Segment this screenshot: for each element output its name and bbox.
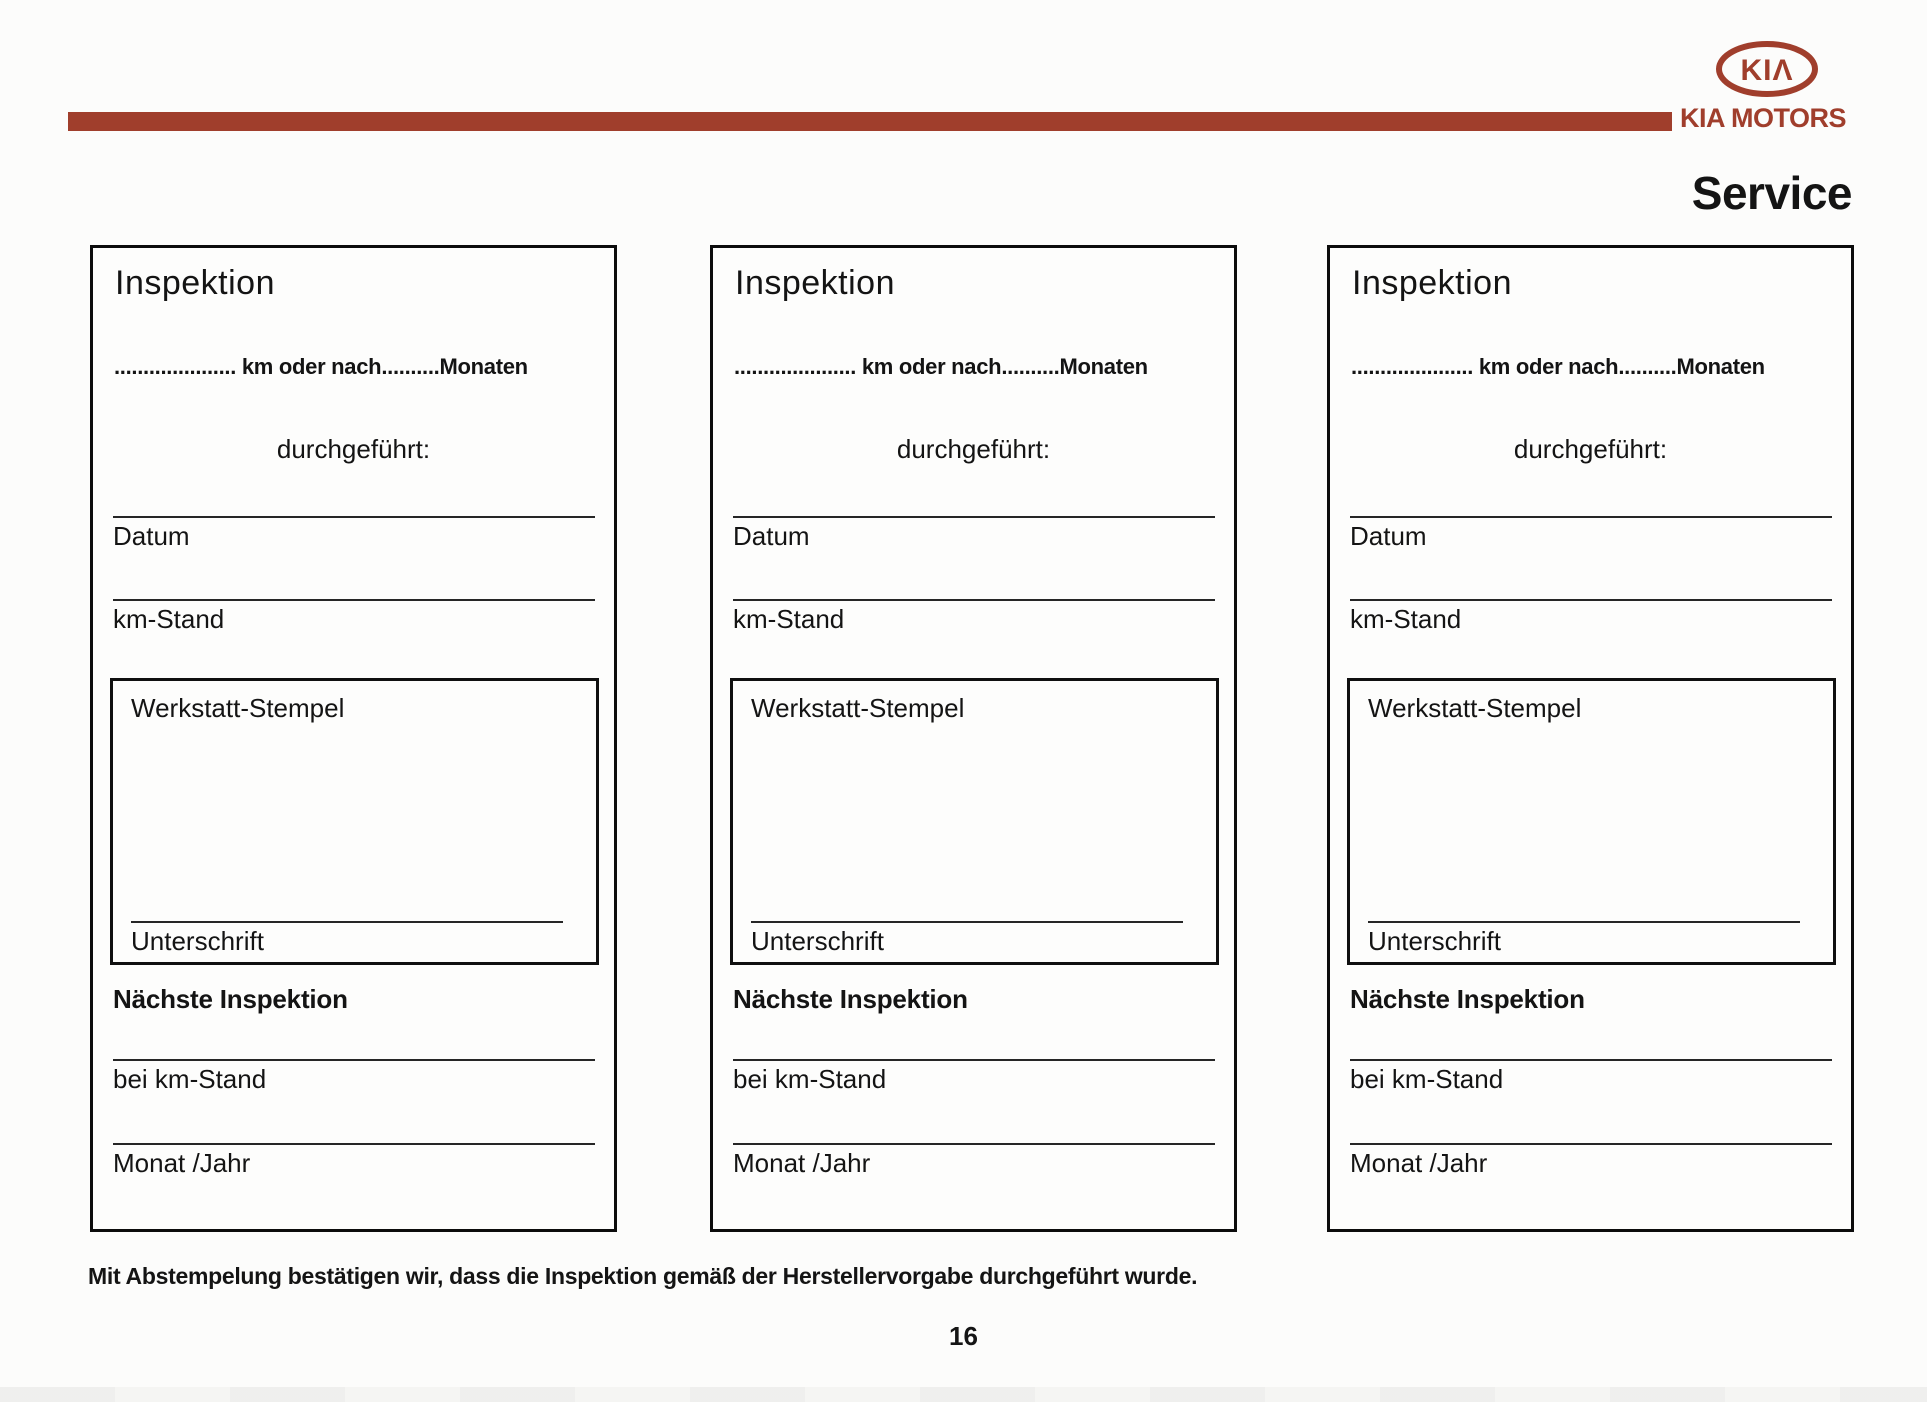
next-km-label: bei km-Stand [733, 1064, 887, 1094]
km-label: km-Stand [1350, 604, 1462, 634]
stamp-label: Werkstatt-Stempel [131, 693, 345, 723]
interval-months-label: Monaten [1059, 354, 1148, 379]
next-km-label: bei km-Stand [113, 1064, 267, 1094]
date-field [1350, 516, 1832, 552]
kia-motors-wordmark: KIA MOTORS [1680, 103, 1847, 133]
dot-leader: ..................... [114, 354, 237, 379]
km-label: km-Stand [733, 604, 845, 634]
date-label: Datum [113, 521, 190, 551]
signature-line [131, 921, 563, 923]
km-label: km-Stand [113, 604, 225, 634]
signature-line [1368, 921, 1800, 923]
km-field [1350, 599, 1832, 635]
interval-months-label: Monaten [439, 354, 528, 379]
kia-logo-text: KIΛ [1740, 54, 1794, 87]
dot-leader: .......... [1618, 354, 1677, 379]
kia-logo [1714, 40, 1820, 98]
next-km-label: bei km-Stand [1350, 1064, 1504, 1094]
stamp-label: Werkstatt-Stempel [1368, 693, 1582, 723]
performed-label: durchgeführt: [276, 434, 431, 464]
next-month-field [733, 1143, 1215, 1179]
dot-leader: .......... [1001, 354, 1060, 379]
interval-km-label: km oder nach [856, 354, 1002, 379]
interval-line [114, 354, 596, 380]
next-km-field [1350, 1059, 1832, 1095]
header-rule-bar [68, 112, 1672, 131]
next-month-label: Monat /Jahr [733, 1148, 871, 1178]
scan-edge-artifact [0, 1387, 1927, 1402]
performed-label: durchgeführt: [1513, 434, 1668, 464]
next-inspection-title: Nächste Inspektion [733, 984, 968, 1014]
dot-leader: .......... [381, 354, 440, 379]
signature-label: Unterschrift [751, 926, 884, 956]
next-month-label: Monat /Jahr [1350, 1148, 1488, 1178]
date-label: Datum [1350, 521, 1427, 551]
km-field [733, 599, 1215, 635]
interval-line [1351, 354, 1833, 380]
interval-months-label: Monaten [1676, 354, 1765, 379]
signature-label: Unterschrift [131, 926, 264, 956]
workshop-stamp-box [1347, 678, 1836, 965]
card-title: Inspektion [735, 264, 895, 302]
inspection-card [710, 245, 1237, 1232]
card-title: Inspektion [115, 264, 275, 302]
next-month-field [1350, 1143, 1832, 1179]
dot-leader: ..................... [734, 354, 857, 379]
interval-km-label: km oder nach [236, 354, 382, 379]
signature-label: Unterschrift [1368, 926, 1501, 956]
dot-leader: ..................... [1351, 354, 1474, 379]
performed-label: durchgeführt: [896, 434, 1051, 464]
page-number: 16 [949, 1321, 978, 1351]
inspection-card [90, 245, 617, 1232]
next-inspection-title: Nächste Inspektion [1350, 984, 1585, 1014]
stamp-confirmation-note: Mit Abstempelung bestätigen wir, dass die Inspektion gemäß der Herstellervorgabe durchgeführt wurde. [88, 1263, 1198, 1289]
date-field [113, 516, 595, 552]
signature-line [751, 921, 1183, 923]
date-field [733, 516, 1215, 552]
next-month-field [113, 1143, 595, 1179]
workshop-stamp-box [110, 678, 599, 965]
page-title: Service [1691, 167, 1852, 219]
next-month-label: Monat /Jahr [113, 1148, 251, 1178]
interval-line [734, 354, 1216, 380]
interval-km-label: km oder nach [1473, 354, 1619, 379]
next-inspection-title: Nächste Inspektion [113, 984, 348, 1014]
workshop-stamp-box [730, 678, 1219, 965]
next-km-field [733, 1059, 1215, 1095]
stamp-label: Werkstatt-Stempel [751, 693, 965, 723]
card-title: Inspektion [1352, 264, 1512, 302]
km-field [113, 599, 595, 635]
date-label: Datum [733, 521, 810, 551]
next-km-field [113, 1059, 595, 1095]
inspection-card [1327, 245, 1854, 1232]
